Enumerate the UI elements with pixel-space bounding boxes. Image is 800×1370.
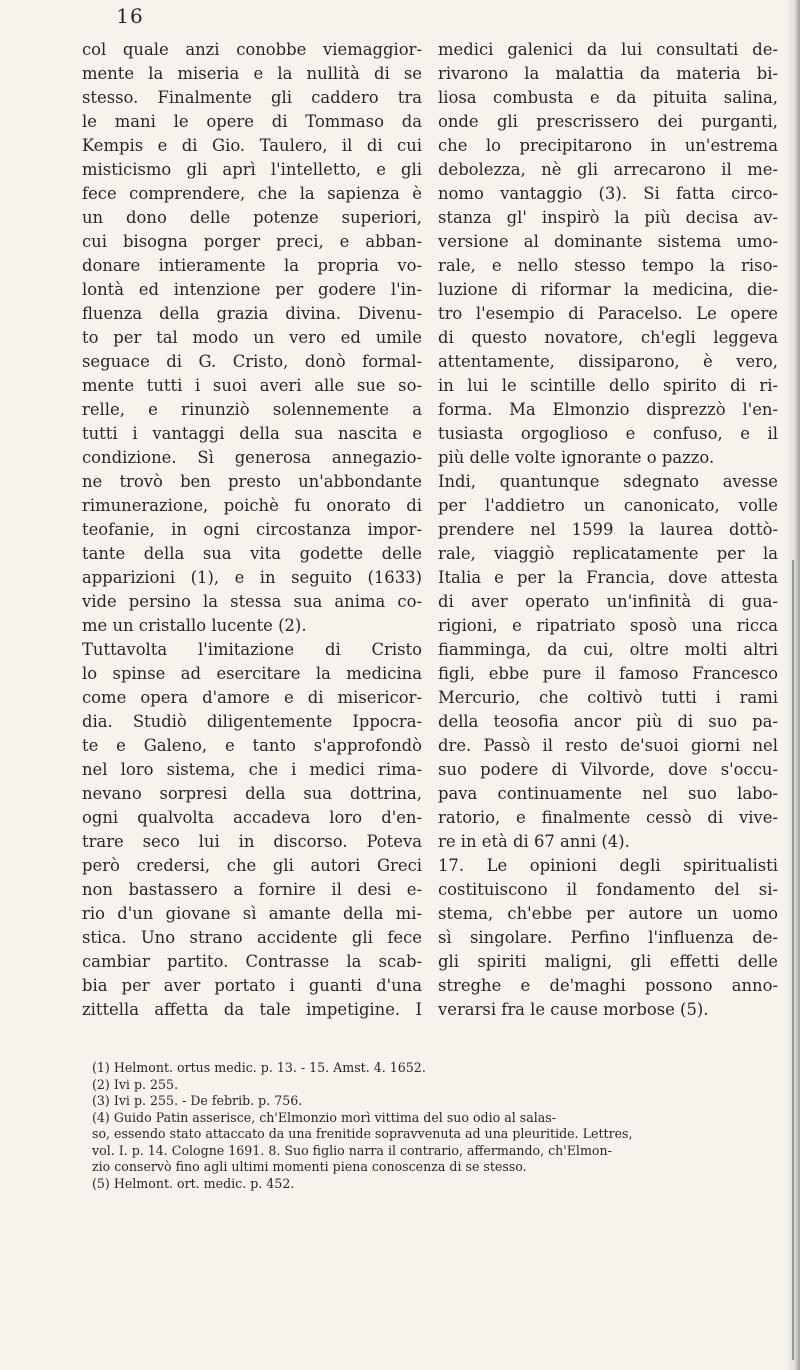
text-line: misticismo gli aprì l'intelletto, e gli [82,160,422,179]
text-line: luzione di riformar la medicina, die- [438,280,778,299]
text-line: però credersi, che gli autori Greci [82,856,422,875]
text-line: tusiasta orgoglioso e confuso, e il [438,424,778,443]
text-line: rivarono la malattia da materia bi- [438,64,778,83]
text-line: stanza gl' inspirò la più decisa av- [438,208,778,227]
footnote-line: vol. I. p. 14. Cologne 1691. 8. Suo figlio narra il contrario, affermando, ch'Elmon- [92,1142,612,1158]
text-line: lontà ed intenzione per godere l'in- [82,280,422,299]
text-line: debolezza, nè gli arrecarono il me- [438,160,778,179]
text-line: condizione. Sì generosa annegazio- [82,448,422,467]
text-line: di questo novatore, ch'egli leggeva [438,328,778,347]
text-line: cambiar partito. Contrasse la scab- [82,952,422,971]
text-line: versione al dominante sistema umo- [438,232,778,251]
text-line: Indi, quantunque sdegnato avesse [438,472,778,491]
text-line: stica. Uno strano accidente gli fece [82,928,422,947]
text-line: fiamminga, da cui, oltre molti altri [438,640,778,659]
text-line: prendere nel 1599 la laurea dottò- [438,520,778,539]
page-edge-line [792,560,794,1360]
text-line: di aver operato un'infinità di gua- [438,592,778,611]
text-line: stema, ch'ebbe per autore un uomo [438,904,778,923]
text-line: liosa combusta e da pituita salina, [438,88,778,107]
text-line: stesso. Finalmente gli caddero tra [82,88,422,107]
text-line: rimunerazione, poichè fu onorato di [82,496,422,515]
text-line: nel loro sistema, che i medici rima- [82,760,422,779]
text-line: donare intieramente la propria vo- [82,256,422,275]
text-line: medici galenici da lui consultati de- [438,40,778,59]
text-line: re in età di 67 anni (4). [438,832,630,851]
text-line: tante della sua vita godette delle [82,544,422,563]
text-line: attentamente, dissiparono, è vero, [438,352,778,371]
footnote-line: so, essendo stato attaccato da una frenitide sopravvenuta ad una pleuritide. Lettres, [92,1126,633,1141]
footnote-line: (5) Helmont. ort. medic. p. 452. [92,1175,295,1191]
text-line: vide persino la stessa sua anima co- [82,592,422,611]
left-column [82,38,422,1022]
footnote-line: (3) Ivi p. 255. - De febrib. p. 756. [92,1093,303,1108]
text-line: relle, e rinunziò solennemente a [82,400,422,419]
text-line: dre. Passò il resto de'suoi giorni nel [438,736,778,755]
text-line: sì singolare. Perfino l'influenza de- [438,928,778,947]
text-line: non bastassero a fornire il desi e- [82,880,422,899]
text-line: Mercurio, che coltivò tutti i rami [438,688,778,707]
text-line: zittella affetta da tale impetigine. I [82,1000,422,1019]
footnote-line: (4) Guido Patin asserisce, ch'Elmonzio morì vittima del suo odio al salas- [92,1109,556,1125]
text-line: trare seco lui in discorso. Poteva [82,832,422,851]
text-line: più delle volte ignorante o pazzo. [438,448,715,467]
text-line: ratorio, e finalmente cessò di vive- [438,808,778,827]
text-line: rale, e nello stesso tempo la riso- [438,256,778,275]
text-line: seguace di G. Cristo, donò formal- [82,352,422,371]
text-line: della teosofia ancor più di suo pa- [438,712,778,731]
text-line: fluenza della grazia divina. Divenu- [82,304,422,323]
text-line: gli spiriti maligni, gli effetti delle [438,952,778,971]
text-line: nevano sorpresi della sua dottrina, [82,784,422,803]
text-line: fece comprendere, che la sapienza è [82,184,422,203]
text-line: costituiscono il fondamento del si- [438,880,778,899]
right-column [438,38,778,1022]
text-line: rigioni, e ripatriato sposò una ricca [438,616,778,635]
text-line: le mani le opere di Tommaso da [82,112,422,131]
text-line: mente tutti i suoi averi alle sue so- [82,376,422,395]
text-line: me un cristallo lucente (2). [82,616,307,635]
page-number: 16 [116,4,144,28]
text-line: come opera d'amore e di misericor- [82,688,422,707]
text-line: Tuttavolta l'imitazione di Cristo [82,640,422,659]
text-line: onde gli prescrissero dei purganti, [438,112,778,131]
text-line: figli, ebbe pure il famoso Francesco [438,664,778,683]
text-line: forma. Ma Elmonzio disprezzò l'en- [438,400,778,419]
text-line: mente la miseria e la nullità di se [82,64,422,83]
text-line: dia. Studiò diligentemente Ippocra- [82,712,422,731]
text-line: ne trovò ben presto un'abbondante [82,472,422,491]
text-line: suo podere di Vilvorde, dove s'occu- [438,760,778,779]
text-line: che lo precipitarono in un'estrema [438,136,778,155]
text-line: tro l'esempio di Paracelso. Le opere [438,304,778,323]
text-line: teofanie, in ogni circostanza impor- [82,520,422,539]
text-line: Kempis e di Gio. Taulero, il di cui [82,136,422,155]
text-line: streghe e de'maghi possono anno- [438,976,778,995]
text-line: cui bisogna porger preci, e abban- [82,232,422,251]
text-line: ogni qualvolta accadeva loro d'en- [82,808,422,827]
text-line: rio d'un giovane sì amante della mi- [82,904,422,923]
text-line: lo spinse ad esercitare la medicina [82,664,422,683]
footnote-line: zio conservò fino agli ultimi momenti piena conoscenza di se stesso. [92,1159,527,1174]
text-line: bia per aver portato i guanti d'una [82,976,422,995]
text-line: nomo vantaggio (3). Si fatta circo- [438,184,778,203]
text-line: verarsi fra le cause morbose (5). [438,1000,709,1019]
text-line: tutti i vantaggi della sua nascita e [82,424,422,443]
text-line: pava continuamente nel suo labo- [438,784,778,803]
text-line: Italia e per la Francia, dove attesta [438,568,778,587]
footnote-line: (2) Ivi p. 255. [92,1076,179,1092]
text-line: te e Galeno, e tanto s'approfondò [82,736,422,755]
text-line: 17. Le opinioni degli spiritualisti [438,856,778,875]
text-line: un dono delle potenze superiori, [82,208,422,227]
text-line: to per tal modo un vero ed umile [82,328,422,347]
footnotes [92,1060,782,1192]
footnote-line: (1) Helmont. ortus medic. p. 13. - 15. Amst. 4. 1652. [92,1060,426,1075]
text-line: rale, viaggiò replicatamente per la [438,544,778,563]
text-line: apparizioni (1), e in seguito (1633) [82,568,422,587]
text-line: in lui le scintille dello spirito di ri- [438,376,778,395]
text-line: per l'addietro un canonicato, volle [438,496,778,515]
text-line: col quale anzi conobbe viemaggior- [82,40,422,59]
